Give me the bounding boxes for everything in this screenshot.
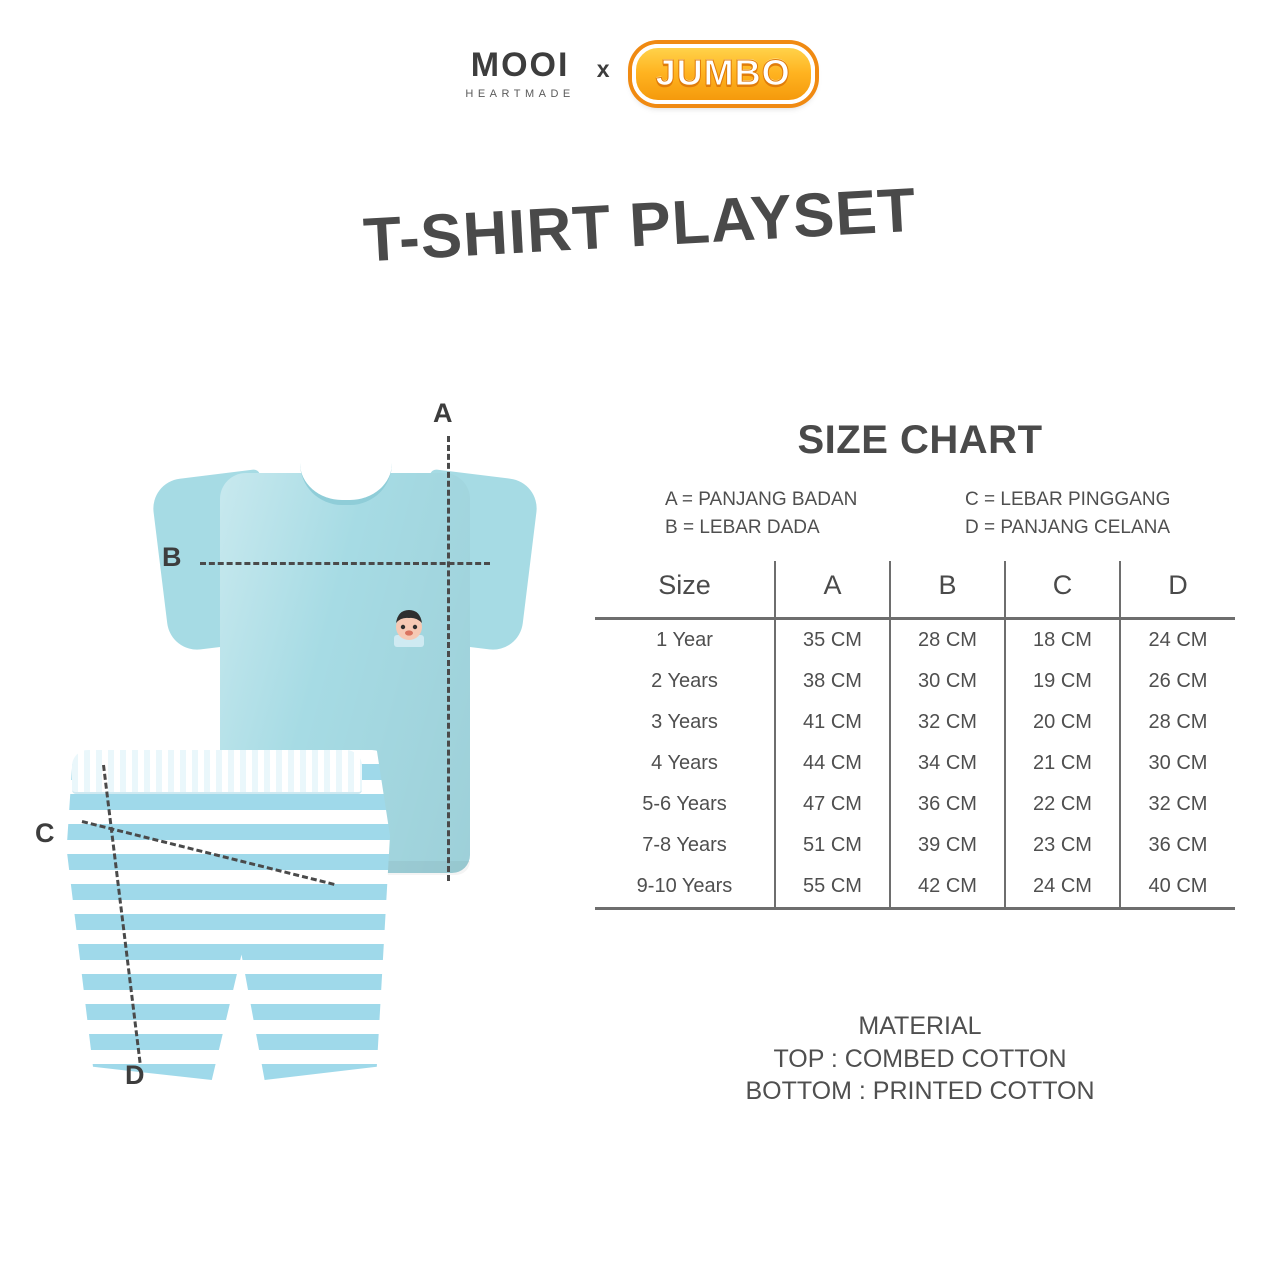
- cell-a: 55 CM: [775, 866, 890, 909]
- brand-header: [0, 44, 1280, 104]
- measure-label-d: D: [125, 1060, 145, 1090]
- measure-line-b: [200, 562, 490, 565]
- cell-size: 5-6 Years: [642, 793, 727, 815]
- mooi-logo: [465, 48, 574, 100]
- cell-c: 19 CM: [1005, 661, 1120, 702]
- cell-c: 24 CM: [1005, 866, 1120, 909]
- table-row: [595, 619, 1235, 662]
- cell-b: 39 CM: [890, 825, 1005, 866]
- mooi-logo-name: MOOI: [470, 46, 570, 84]
- table-row: [595, 866, 1235, 909]
- jumbo-character-chest-icon: [388, 605, 430, 651]
- measure-line-a: [447, 436, 450, 881]
- cell-a: 51 CM: [775, 825, 890, 866]
- column-header-a: A: [775, 561, 890, 619]
- cell-b: 30 CM: [890, 661, 1005, 702]
- cell-d: 36 CM: [1120, 825, 1235, 866]
- legend-item-c: C = LEBAR PINGGANG: [965, 489, 1171, 510]
- shorts-waistband: [72, 750, 362, 794]
- cell-c: 23 CM: [1005, 825, 1120, 866]
- cell-d: 28 CM: [1120, 702, 1235, 743]
- cell-size: 2 Years: [651, 670, 718, 692]
- column-header-b: B: [890, 561, 1005, 619]
- cell-d: 24 CM: [1120, 619, 1235, 662]
- measure-label-a: A: [433, 398, 453, 428]
- material-info: [595, 1010, 1245, 1108]
- table-header-row: [595, 561, 1235, 619]
- table-row: [595, 702, 1235, 743]
- material-top: TOP : COMBED COTTON: [773, 1044, 1067, 1073]
- size-chart-table: [595, 561, 1235, 910]
- column-header-d: D: [1120, 561, 1235, 619]
- cell-c: 18 CM: [1005, 619, 1120, 662]
- cell-a: 35 CM: [775, 619, 890, 662]
- jumbo-logo-name: JUMBO: [655, 52, 791, 93]
- table-row: [595, 784, 1235, 825]
- cell-size: 9-10 Years: [636, 875, 733, 897]
- cell-size: 1 Year: [656, 629, 713, 651]
- table-row: [595, 743, 1235, 784]
- collab-x-symbol: x: [596, 55, 610, 82]
- table-row: [595, 825, 1235, 866]
- shorts-illustration: [60, 750, 390, 1080]
- legend-item-b: B = LEBAR DADA: [665, 517, 820, 538]
- legend-item-a: A = PANJANG BADAN: [665, 489, 858, 510]
- mooi-logo-tagline: HEARTMADE: [465, 88, 575, 100]
- legend-item-d: D = PANJANG CELANA: [965, 517, 1171, 538]
- shorts-body: [60, 750, 390, 1080]
- cell-d: 30 CM: [1120, 743, 1235, 784]
- cell-b: 34 CM: [890, 743, 1005, 784]
- cell-a: 38 CM: [775, 661, 890, 702]
- cell-size: 4 Years: [651, 752, 718, 774]
- cell-b: 28 CM: [890, 619, 1005, 662]
- cell-b: 36 CM: [890, 784, 1005, 825]
- material-heading: MATERIAL: [858, 1012, 982, 1040]
- column-header-c: C: [1005, 561, 1120, 619]
- cell-b: 32 CM: [890, 702, 1005, 743]
- table-row: [595, 661, 1235, 702]
- size-chart-title: SIZE CHART: [797, 418, 1043, 462]
- size-chart: [595, 418, 1245, 910]
- cell-d: 40 CM: [1120, 866, 1235, 909]
- cell-b: 42 CM: [890, 866, 1005, 909]
- cell-a: 41 CM: [775, 702, 890, 743]
- garment-illustration: [35, 398, 660, 1120]
- cell-c: 20 CM: [1005, 702, 1120, 743]
- cell-c: 22 CM: [1005, 784, 1120, 825]
- measurement-legend: [595, 489, 1245, 539]
- column-header-size: Size: [658, 570, 711, 600]
- cell-d: 26 CM: [1120, 661, 1235, 702]
- page-title: T-SHIRT PLAYSET: [361, 175, 919, 276]
- cell-a: 44 CM: [775, 743, 890, 784]
- cell-size: 7-8 Years: [642, 834, 727, 856]
- cell-c: 21 CM: [1005, 743, 1120, 784]
- measure-label-b: B: [162, 542, 182, 572]
- measure-label-c: C: [35, 818, 55, 848]
- cell-size: 3 Years: [651, 711, 718, 733]
- cell-a: 47 CM: [775, 784, 890, 825]
- material-bottom: BOTTOM : PRINTED COTTON: [745, 1077, 1095, 1105]
- cell-d: 32 CM: [1120, 784, 1235, 825]
- jumbo-logo: [632, 44, 815, 104]
